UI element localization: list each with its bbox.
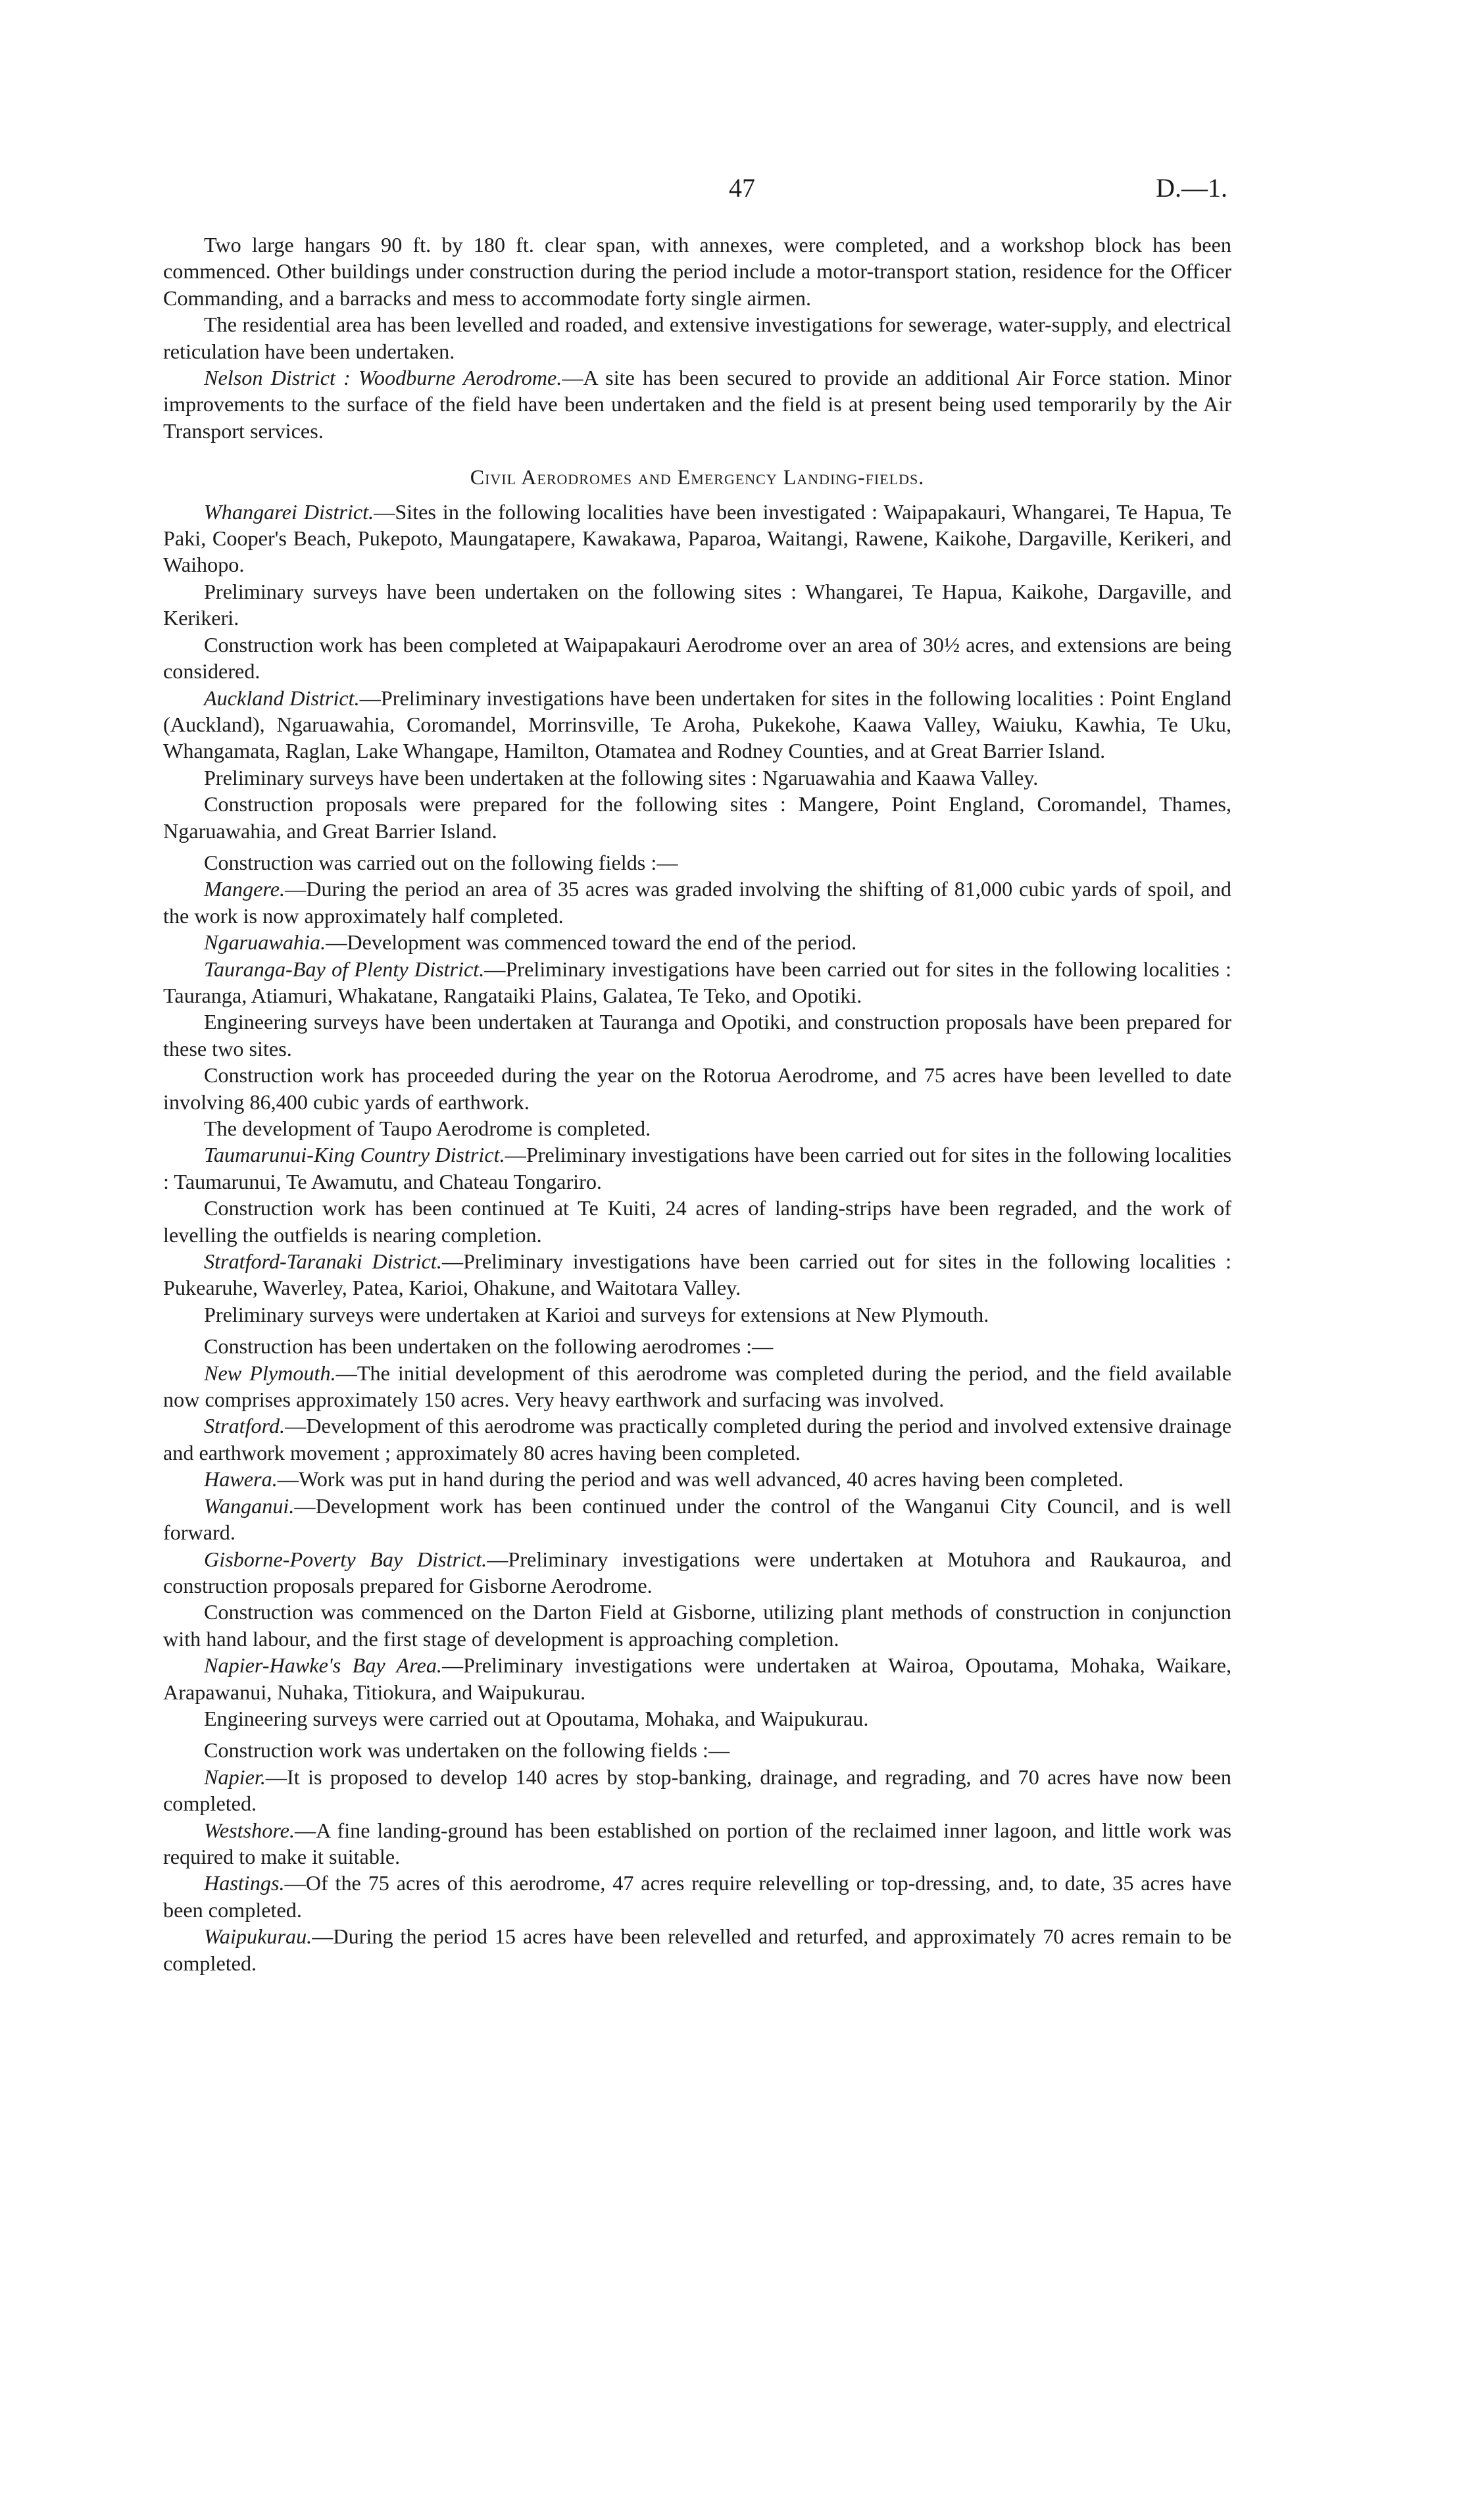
paragraph (163, 1360, 1231, 1413)
paragraph-text: —Preliminary investigations have been undertaken for sites in the following localities : Point England (Auckland), Ngaruawahia, Coromandel, Morrinsville, Te Aroha, Pukekohe, Kaawa Valley, Waiuku, Kawhia, Te Uku, Whangamata, Raglan, Lake Whangape, Hamilton, Otamatea and Rodney Counties, and at Great Barrier Island. (163, 686, 1232, 763)
paragraph (163, 1333, 1231, 1359)
paragraph-lead: Hawera. (204, 1467, 278, 1491)
paragraph (163, 1817, 1231, 1870)
paragraph-text: Preliminary surveys have been undertaken at the following sites : Ngaruawahia and Kaawa Valley. (204, 765, 1039, 789)
paragraph-text: —It is proposed to develop 140 acres by stop-banking, drainage, and regrading, and 70 acres have now been completed. (163, 1765, 1231, 1816)
paragraph-text: Construction was carried out on the following fields :— (204, 850, 678, 874)
paragraph (163, 578, 1231, 632)
paragraph (163, 1248, 1231, 1301)
paragraph (163, 764, 1231, 791)
paragraph (163, 1923, 1231, 1976)
paragraph-text: —Development was commenced toward the end of the period. (326, 930, 857, 955)
paragraph-text: Construction was commenced on the Darton Field at Gisborne, utilizing plant methods of construction in conjunction with hand labour, and the first stage of development is approaching completion. (163, 1600, 1231, 1651)
paragraph-text: Engineering surveys have been undertaken at Tauranga and Opotiki, and construction proposals have been prepared for these two sites. (163, 1010, 1231, 1061)
paragraph-lead: Waipukurau. (204, 1924, 312, 1949)
page-header (0, 172, 1484, 212)
intro-paragraphs (163, 232, 1231, 444)
paragraph (163, 1195, 1231, 1248)
paragraph-text: Engineering surveys were carried out at Opoutama, Mohaka, and Waipukurau. (204, 1706, 869, 1730)
paragraph (163, 1413, 1231, 1466)
paragraph (163, 1737, 1231, 1763)
paragraph-text: Construction work has been continued at Te Kuiti, 24 acres of landing-strips have been regraded, and the work of levelling the outfields is nearing completion. (163, 1196, 1231, 1247)
paragraph (163, 232, 1231, 311)
paragraph-text: —Work was put in hand during the period and was well advanced, 40 acres having been completed. (277, 1467, 1124, 1491)
paragraph (163, 499, 1231, 578)
paragraph-lead: Nelson District : Woodburne Aerodrome. (204, 366, 562, 390)
paragraph (163, 929, 1231, 955)
paragraph-lead: Taumarunui-King Country District. (204, 1143, 505, 1167)
paragraph-text: Construction work has proceeded during the year on the Rotorua Aerodrome, and 75 acres have been levelled to date involving 86,400 cubic yards of earthwork. (163, 1063, 1231, 1114)
paragraph-text: —Preliminary investigations were undertaken at Motuhora and Raukauroa, and construction proposals prepared for Gisborne Aerodrome. (163, 1547, 1231, 1597)
paragraph (163, 1652, 1231, 1705)
paragraph (163, 311, 1231, 364)
paragraph-text: Construction proposals were prepared for the following sites : Mangere, Point England, Coromandel, Thames, Ngaruawahia, and Great Barrier Island. (163, 792, 1231, 843)
paragraph (163, 791, 1231, 844)
paragraph (163, 1599, 1231, 1652)
paragraph-text: Preliminary surveys have been undertaken on the following sites : Whangarei, Te Hapua, Kaikohe, Dargaville, and Kerikeri. (163, 579, 1231, 630)
paragraph (163, 364, 1231, 444)
paragraph-lead: Stratford-Taranaki District. (204, 1249, 442, 1274)
paragraph-text: Preliminary surveys were undertaken at Karioi and surveys for extensions at New Plymouth. (204, 1302, 989, 1326)
paragraph-text: —A fine landing-ground has been established on portion of the reclaimed inner lagoon, and little work was required to make it suitable. (163, 1818, 1231, 1868)
paragraph (163, 1764, 1231, 1817)
paragraph-text: —During the period an area of 35 acres was graded involving the shifting of 81,000 cubic yards of spoil, and the work is now approximately half completed. (163, 877, 1231, 928)
paragraph-lead: Hastings. (204, 1871, 285, 1895)
page-number: 47 (729, 173, 755, 203)
paragraph-text: —Preliminary investigations have been carried out for sites in the following localities : Pukearuhe, Waverley, Patea, Karioi, Ohakune, and Waitotara Valley. (163, 1249, 1231, 1300)
paragraph-text: The residential area has been levelled and roaded, and extensive investigations for sewerage, water-supply, and electrical reticulation have been undertaken. (163, 313, 1231, 363)
paragraph-text: —The initial development of this aerodrome was completed during the period, and the field available now comprises approximately 150 acres. Very heavy earthwork and surfacing was involved. (163, 1361, 1231, 1412)
paragraph-text: —Development of this aerodrome was practically completed during the period and involved extensive drainage and earthwork movement ; approximately 80 acres having been completed. (163, 1414, 1231, 1465)
paragraph-text: Construction work was undertaken on the following fields :— (204, 1738, 730, 1763)
paragraph-lead: New Plymouth. (204, 1361, 336, 1385)
paragraph (163, 1705, 1231, 1732)
paragraph (163, 1546, 1231, 1599)
paragraph-lead: Tauranga-Bay of Plenty District. (204, 957, 485, 981)
section-heading: Civil Aerodromes and Emergency Landing-fields. (470, 465, 925, 489)
paragraph-lead: Stratford. (204, 1414, 285, 1438)
paragraph (163, 1466, 1231, 1492)
document-reference: D.—1. (1156, 173, 1227, 203)
paragraph-lead: Westshore. (204, 1818, 295, 1842)
paragraph (163, 1870, 1231, 1923)
paragraph (163, 1009, 1231, 1062)
paragraph (163, 1115, 1231, 1141)
paragraph-text: —During the period 15 acres have been relevelled and returfed, and approximately 70 acres remain to be completed. (163, 1924, 1231, 1975)
paragraph (163, 956, 1231, 1009)
paragraph (163, 849, 1231, 876)
paragraph-lead: Wanganui. (204, 1493, 295, 1518)
document-body (163, 232, 1231, 1976)
paragraph (163, 1062, 1231, 1115)
paragraph-lead: Ngaruawahia. (204, 930, 326, 955)
paragraph (163, 632, 1231, 685)
paragraph-text: —A site has been secured to provide an additional Air Force station. Minor improvements to the surface of the field have been undertaken and the field is at present being used temporarily by the Air Transport services. (163, 366, 1232, 443)
paragraph-text: —Preliminary investigations have been carried out for sites in the following localities : Tauranga, Atiamuri, Whakatane, Rangataiki Plains, Galatea, Te Teko, and Opotiki. (163, 957, 1232, 1007)
paragraph (163, 1301, 1231, 1328)
paragraph-text: —Preliminary investigations were undertaken at Wairoa, Opoutama, Mohaka, Waikare, Arapawanui, Nuhaka, Titiokura, and Waipukurau. (163, 1653, 1232, 1704)
paragraph-lead: Napier-Hawke's Bay Area. (204, 1653, 442, 1678)
paragraph-lead: Whangarei District. (204, 499, 374, 524)
paragraph-lead: Auckland District. (204, 686, 360, 710)
paragraph-text: —Development work has been continued under the control of the Wanganui City Council, and is well forward. (163, 1493, 1231, 1545)
paragraph (163, 876, 1231, 929)
paragraph (163, 1141, 1231, 1195)
paragraph-text: The development of Taupo Aerodrome is completed. (204, 1116, 651, 1140)
paragraph-text: Two large hangars 90 ft. by 180 ft. clear span, with annexes, were completed, and a workshop block has been commenced. Other buildings under construction during the period include a motor-transport station, residence for the Officer Commanding, and a barracks and mess to accommodate forty single airmen. (163, 233, 1231, 310)
paragraph-text: —Of the 75 acres of this aerodrome, 47 acres require relevelling or top-dressing, and, to date, 35 acres have been completed. (163, 1871, 1231, 1922)
paragraph-text: —Preliminary investigations have been carried out for sites in the following localities : Taumarunui, Te Awamutu, and Chateau Tongariro. (163, 1143, 1231, 1193)
paragraph-text: Construction has been undertaken on the following aerodromes :— (204, 1334, 774, 1359)
paragraph-text: Construction work has been completed at Waipapakauri Aerodrome over an area of 30½ acres, and extensions are being considered. (163, 632, 1231, 684)
paragraph-lead: Napier. (204, 1765, 266, 1789)
paragraph-lead: Gisborne-Poverty Bay District. (204, 1547, 487, 1571)
section-paragraphs (163, 499, 1231, 1976)
paragraph-lead: Mangere. (204, 877, 285, 901)
paragraph-text: —Sites in the following localities have been investigated : Waipapakauri, Whangarei, Te Hapua, Te Paki, Cooper's Beach, Pukepoto, Maungatapere, Kawakawa, Paparoa, Waitangi, Rawene, Kaikohe, Dargaville, Kerikeri, and Waihopo. (163, 499, 1231, 577)
paragraph (163, 1493, 1231, 1546)
paragraph (163, 685, 1231, 764)
